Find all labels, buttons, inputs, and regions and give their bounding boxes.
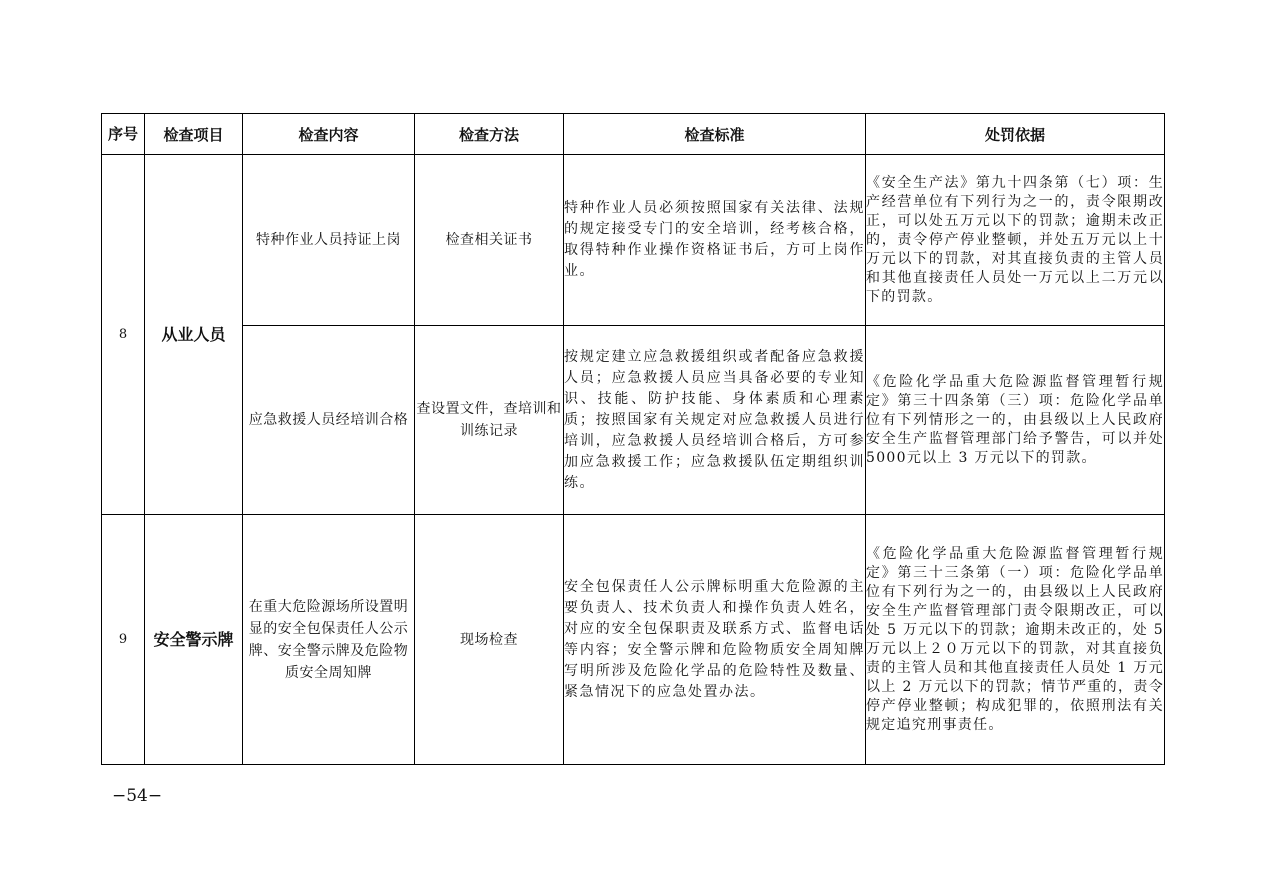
page-number: −54− [112, 786, 163, 806]
table-row [102, 515, 1165, 765]
table-row [102, 155, 1165, 326]
header-seq: 序号 [102, 114, 145, 155]
row-basis: 《安全生产法》第九十四条第（七）项：生产经营单位有下列行为之一的，责令限期改正，可以处五万元以下的罚款；逾期未改正的，责令停产停业整顿，并处五万元以上十万元以下的罚款，对其直接负责的主管人员和其他直接责任人员处一万元以上二万元以下的罚款。 [866, 155, 1165, 326]
row-content: 在重大危险源场所设置明显的安全包保责任人公示牌、安全警示牌及危险物质安全周知牌 [243, 515, 415, 765]
row-content: 特种作业人员持证上岗 [243, 155, 415, 326]
row-item: 从业人员 [145, 155, 243, 515]
row-method: 现场检查 [415, 515, 564, 765]
header-row [102, 114, 1165, 155]
row-seq: 9 [102, 515, 145, 765]
row-item: 安全警示牌 [145, 515, 243, 765]
row-content: 应急救援人员经培训合格 [243, 326, 415, 515]
row-standard: 按规定建立应急救援组织或者配备应急救援人员；应急救援人员应当具备必要的专业知识、技能、防护技能、身体素质和心理素质；按照国家有关规定对应急救援人员进行培训，应急救援人员经培训合格后，方可参加应急救援工作；应急救援队伍定期组织训练。 [564, 326, 866, 515]
row-seq: 8 [102, 155, 145, 515]
row-basis: 《危险化学品重大危险源监督管理暂行规定》第三十四条第（三）项：危险化学品单位有下列情形之一的，由县级以上人民政府安全生产监督管理部门给予警告，可以并处 5000元以上 3 万元以下的罚款。 [866, 326, 1165, 515]
row-standard: 特种作业人员必须按照国家有关法律、法规的规定接受专门的安全培训，经考核合格，取得特种作业操作资格证书后，方可上岗作业。 [564, 155, 866, 326]
inspection-table [101, 113, 1165, 765]
row-method: 查设置文件，查培训和训练记录 [415, 326, 564, 515]
row-method: 检查相关证书 [415, 155, 564, 326]
header-item: 检查项目 [145, 114, 243, 155]
row-standard: 安全包保责任人公示牌标明重大危险源的主要负责人、技术负责人和操作负责人姓名，对应的安全包保职责及联系方式、监督电话等内容；安全警示牌和危险物质安全周知牌写明所涉及危险化学品的危险特性及数量、紧急情况下的应急处置办法。 [564, 515, 866, 765]
header-basis: 处罚依据 [866, 114, 1165, 155]
table-row [102, 326, 1165, 515]
header-content: 检查内容 [243, 114, 415, 155]
header-standard: 检查标准 [564, 114, 866, 155]
header-method: 检查方法 [415, 114, 564, 155]
row-basis: 《危险化学品重大危险源监督管理暂行规定》第三十三条第（一）项：危险化学品单位有下列行为之一的，由县级以上人民政府安全生产监督管理部门责令限期改正，可以处 5 万元以下的罚款；逾期未改正的，处 5万元以上２０万元以下的罚款，对其直接负责的主管人员和其他直接责任人员处 1 万元以上 2 万元以下的罚款；情节严重的，责令停产停业整顿；构成犯罪的，依照刑法有关规定追究刑事责任。 [866, 515, 1165, 765]
